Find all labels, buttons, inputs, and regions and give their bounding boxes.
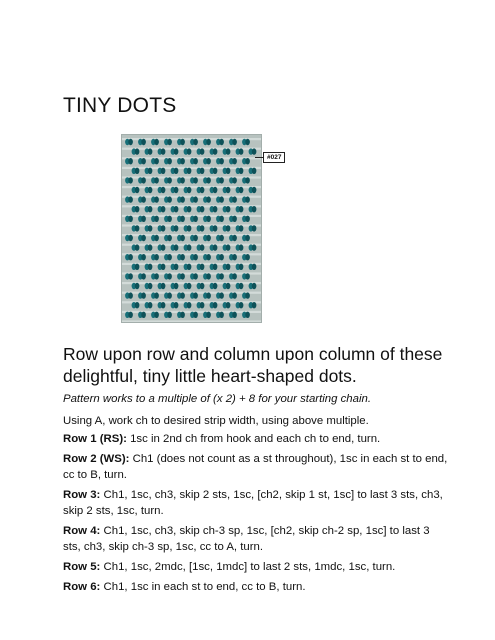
swatch-dot	[193, 216, 198, 222]
swatch-dot	[206, 292, 211, 298]
swatch-dot	[141, 254, 146, 260]
swatch-dot	[167, 235, 172, 241]
swatch-dot	[135, 264, 140, 270]
swatch-dot	[193, 177, 198, 183]
swatch-dot	[161, 244, 166, 250]
swatch-dot	[213, 225, 218, 231]
swatch-dot	[193, 292, 198, 298]
swatch-dot	[161, 283, 166, 289]
row-text: Ch1 (does not count as a st throughout), 1sc in each st to end, cc to B, turn.	[63, 453, 448, 481]
swatch-dot	[252, 187, 257, 193]
swatch-dot	[174, 148, 179, 154]
swatch-dot	[148, 283, 153, 289]
swatch-dot	[193, 196, 198, 202]
swatch-dot	[226, 225, 231, 231]
row-label: Row 4:	[63, 525, 101, 537]
swatch-dot	[193, 254, 198, 260]
swatch-dot	[180, 158, 185, 164]
swatch-dot	[128, 158, 133, 164]
swatch-dot	[232, 235, 237, 241]
swatch-dot	[206, 235, 211, 241]
swatch-dot	[245, 254, 250, 260]
swatch-dot	[239, 187, 244, 193]
swatch-dot	[245, 312, 250, 318]
row-6-instruction	[63, 579, 448, 595]
swatch-number-tag: #027	[263, 152, 285, 163]
row-text: Ch1, 1sc in each st to end, cc to B, turn.	[100, 581, 306, 593]
swatch-dot	[180, 273, 185, 279]
swatch-dot	[213, 148, 218, 154]
swatch-dot	[167, 158, 172, 164]
swatch-dot	[174, 244, 179, 250]
crochet-swatch-image	[121, 134, 262, 323]
swatch-dot	[174, 168, 179, 174]
swatch-dot	[135, 168, 140, 174]
swatch-dot	[213, 302, 218, 308]
swatch-dot	[161, 302, 166, 308]
swatch-dot	[161, 187, 166, 193]
swatch-dot	[193, 158, 198, 164]
swatch-dot	[219, 158, 224, 164]
swatch-dot	[135, 302, 140, 308]
swatch-dot	[128, 273, 133, 279]
row-label: Row 5:	[63, 561, 101, 573]
swatch-dot	[148, 244, 153, 250]
swatch-dot	[213, 187, 218, 193]
swatch-dot	[200, 187, 205, 193]
row-text: Ch1, 1sc, 2mdc, [1sc, 1mdc] to last 2 sts, 1mdc, 1sc, turn.	[100, 561, 396, 573]
row-label: Row 6:	[63, 581, 101, 593]
row-text: Ch1, 1sc, ch3, skip ch-3 sp, 1sc, [ch2, skip ch-2 sp, 1sc] to last 3 sts, ch3, skip ch-3 sp, 1sc, cc to A, turn.	[63, 525, 430, 553]
swatch-dot	[232, 158, 237, 164]
swatch-dot	[200, 168, 205, 174]
swatch-dot	[148, 225, 153, 231]
swatch-dot	[239, 244, 244, 250]
swatch-dot	[161, 206, 166, 212]
swatch-dot	[154, 273, 159, 279]
swatch-dot	[245, 158, 250, 164]
swatch-dot	[232, 139, 237, 145]
swatch-dot	[187, 206, 192, 212]
swatch-dot	[219, 196, 224, 202]
swatch-dot	[239, 168, 244, 174]
swatch-dot	[174, 302, 179, 308]
pattern-title: TINY DOTS	[63, 94, 177, 117]
swatch-dot	[135, 148, 140, 154]
row-label: Row 1 (RS):	[63, 433, 127, 445]
swatch-dot	[226, 187, 231, 193]
swatch-dot	[148, 187, 153, 193]
swatch-dot	[200, 244, 205, 250]
swatch-dot	[154, 235, 159, 241]
swatch-dot	[161, 148, 166, 154]
row-3-instruction	[63, 487, 448, 519]
swatch-dot	[180, 312, 185, 318]
swatch-dot	[161, 264, 166, 270]
swatch-dot	[187, 283, 192, 289]
swatch-dot	[180, 177, 185, 183]
swatch-dot	[219, 139, 224, 145]
swatch-dot	[167, 216, 172, 222]
row-4-instruction	[63, 523, 448, 555]
swatch-dot	[245, 196, 250, 202]
swatch-dot	[245, 177, 250, 183]
tag-connector-line	[255, 157, 263, 158]
swatch-dot	[167, 139, 172, 145]
swatch-dot	[148, 264, 153, 270]
swatch-dot	[226, 206, 231, 212]
swatch-dot	[245, 139, 250, 145]
swatch-dot	[154, 292, 159, 298]
swatch-dot	[187, 302, 192, 308]
swatch-dot	[252, 283, 257, 289]
swatch-dot	[219, 312, 224, 318]
swatch-dot	[180, 139, 185, 145]
swatch-dot	[128, 216, 133, 222]
swatch-dot	[187, 225, 192, 231]
swatch-dot	[180, 292, 185, 298]
row-2-instruction	[63, 451, 448, 483]
swatch-dot	[239, 302, 244, 308]
swatch-dot	[141, 235, 146, 241]
swatch-dot	[239, 225, 244, 231]
swatch-dot	[167, 273, 172, 279]
swatch-dot	[187, 148, 192, 154]
swatch-dot	[148, 206, 153, 212]
swatch-dot	[187, 264, 192, 270]
multiple-note: Pattern works to a multiple of (x 2) + 8 for your starting chain.	[63, 393, 371, 405]
swatch-dot	[141, 158, 146, 164]
swatch-dot	[219, 292, 224, 298]
swatch-dot	[252, 148, 257, 154]
swatch-dot	[200, 206, 205, 212]
swatch-dot	[187, 244, 192, 250]
swatch-dot	[219, 235, 224, 241]
swatch-dot	[167, 196, 172, 202]
pattern-instructions	[63, 391, 448, 599]
swatch-dot	[232, 196, 237, 202]
swatch-dot	[180, 254, 185, 260]
swatch-dot	[226, 244, 231, 250]
swatch-dot	[200, 264, 205, 270]
row-1-instruction	[63, 431, 448, 447]
swatch-dot	[245, 273, 250, 279]
swatch-dot	[232, 177, 237, 183]
swatch-dot	[135, 206, 140, 212]
swatch-dot	[141, 139, 146, 145]
pattern-description: Row upon row and column upon column of these delightful, tiny little heart-shaped dots.	[63, 344, 443, 386]
swatch-dot	[135, 225, 140, 231]
swatch-dot	[206, 312, 211, 318]
swatch-dot	[135, 283, 140, 289]
swatch-dot	[174, 225, 179, 231]
swatch-dot	[232, 292, 237, 298]
swatch-dot	[154, 216, 159, 222]
swatch-dot	[245, 235, 250, 241]
swatch-dot	[154, 254, 159, 260]
swatch-dot	[154, 177, 159, 183]
swatch-dot	[135, 244, 140, 250]
row-text: Ch1, 1sc, ch3, skip 2 sts, 1sc, [ch2, skip 1 st, 1sc] to last 3 sts, ch3, skip 2 sts, 1sc, turn.	[63, 489, 443, 517]
swatch-dot	[174, 264, 179, 270]
swatch-dot	[226, 264, 231, 270]
swatch-dot	[206, 216, 211, 222]
swatch-dot	[245, 292, 250, 298]
swatch-dot	[167, 292, 172, 298]
swatch-dot	[206, 273, 211, 279]
swatch-dot	[245, 216, 250, 222]
swatch-dot	[226, 148, 231, 154]
swatch-dot	[148, 302, 153, 308]
swatch-dot	[193, 312, 198, 318]
swatch-dot	[154, 196, 159, 202]
swatch-dot	[213, 206, 218, 212]
setup-instruction: Using A, work ch to desired strip width, using above multiple.	[63, 415, 369, 427]
swatch-dot	[128, 177, 133, 183]
swatch-dot	[187, 168, 192, 174]
swatch-dot	[180, 196, 185, 202]
swatch-dot	[200, 225, 205, 231]
swatch-dot	[141, 216, 146, 222]
swatch-dot	[239, 264, 244, 270]
swatch-dot	[200, 148, 205, 154]
swatch-dot	[154, 312, 159, 318]
swatch-dot	[154, 158, 159, 164]
swatch-dot	[161, 168, 166, 174]
swatch-dot	[148, 168, 153, 174]
swatch-dot	[200, 283, 205, 289]
swatch-dot	[206, 196, 211, 202]
swatch-dot	[148, 148, 153, 154]
swatch-dot	[141, 273, 146, 279]
swatch-dot	[128, 292, 133, 298]
swatch-dot	[213, 264, 218, 270]
swatch-dot	[128, 139, 133, 145]
swatch-dot	[206, 158, 211, 164]
swatch-dot	[206, 177, 211, 183]
swatch-dot	[193, 273, 198, 279]
swatch-dot	[213, 283, 218, 289]
swatch-dot	[219, 216, 224, 222]
swatch-dot	[128, 235, 133, 241]
swatch-dot	[167, 312, 172, 318]
swatch-dot	[232, 254, 237, 260]
swatch-dot	[167, 177, 172, 183]
swatch-dot	[128, 254, 133, 260]
swatch-dot	[252, 244, 257, 250]
swatch-dot	[141, 292, 146, 298]
swatch-dot	[141, 196, 146, 202]
swatch-dot	[252, 302, 257, 308]
row-label: Row 3:	[63, 489, 101, 501]
swatch-dot	[193, 139, 198, 145]
swatch-dot	[239, 206, 244, 212]
swatch-dot	[193, 235, 198, 241]
swatch-dot	[232, 273, 237, 279]
swatch-dot	[219, 254, 224, 260]
swatch-dot	[187, 187, 192, 193]
swatch-dot	[252, 264, 257, 270]
swatch-dot	[226, 168, 231, 174]
swatch-dot	[213, 168, 218, 174]
swatch-dot	[180, 216, 185, 222]
swatch-dot	[141, 312, 146, 318]
row-text: 1sc in 2nd ch from hook and each ch to end, turn.	[126, 433, 381, 445]
swatch-dot	[226, 283, 231, 289]
swatch-dot	[239, 283, 244, 289]
swatch-dot	[141, 177, 146, 183]
swatch-dot	[252, 225, 257, 231]
swatch-dot	[232, 216, 237, 222]
swatch-dot	[174, 206, 179, 212]
swatch-dot	[239, 148, 244, 154]
swatch-dot	[135, 187, 140, 193]
row-5-instruction	[63, 559, 448, 575]
swatch-dot	[226, 302, 231, 308]
swatch-dot	[128, 196, 133, 202]
swatch-dot	[252, 206, 257, 212]
swatch-dot	[219, 177, 224, 183]
swatch-dot	[128, 312, 133, 318]
swatch-dot	[174, 283, 179, 289]
swatch-dot	[206, 139, 211, 145]
swatch-dot	[252, 168, 257, 174]
swatch-dot	[232, 312, 237, 318]
swatch-dot	[206, 254, 211, 260]
swatch-dot	[180, 235, 185, 241]
row-label: Row 2 (WS):	[63, 453, 130, 465]
swatch-dot	[213, 244, 218, 250]
swatch-dot	[161, 225, 166, 231]
swatch-dot	[219, 273, 224, 279]
swatch-dot	[154, 139, 159, 145]
swatch-dot	[174, 187, 179, 193]
swatch-dot	[200, 302, 205, 308]
swatch-dot	[167, 254, 172, 260]
